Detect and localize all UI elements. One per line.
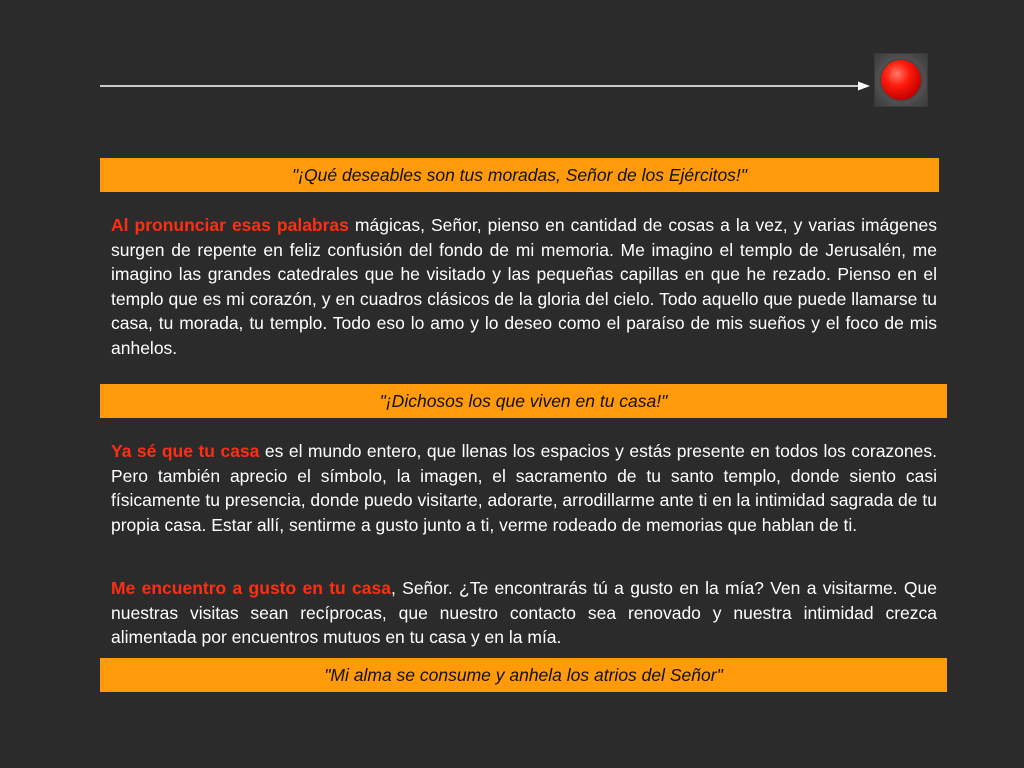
paragraph-3-lead: Me encuentro a gusto en tu casa: [111, 578, 391, 598]
paragraph-1: [111, 213, 937, 361]
banner-quote-2: "¡Dichosos los que viven en tu casa!": [100, 384, 947, 418]
red-record-button[interactable]: [874, 53, 928, 107]
paragraph-1-body: mágicas, Señor, pienso en cantidad de cosas a la vez, y varias imágenes surgen de repente en feliz confusión del fondo de mi memoria. Me imagino el templo de Jerusalén, me imagino las grandes catedrales que he visitado y las pequeñas capillas en que he rezado. Pienso en el templo que es mi corazón, y en cuadros clásicos de la gloria del cielo. Todo aquello que puede llamarse tu casa, tu morada, tu templo. Todo eso lo amo y lo deseo como el paraíso de mis sueños y el foco de mis anhelos.: [111, 215, 937, 358]
banner-quote-1: "¡Qué deseables son tus moradas, Señor de los Ejércitos!": [100, 158, 939, 192]
paragraph-2-lead: Ya sé que tu casa: [111, 441, 260, 461]
paragraph-1-lead: Al pronunciar esas palabras: [111, 215, 349, 235]
red-button-icon: [881, 60, 921, 100]
paragraph-3: [111, 576, 937, 650]
banner-quote-3: "Mi alma se consume y anhela los atrios del Señor": [100, 658, 947, 692]
paragraph-2: [111, 439, 937, 537]
paragraph-3-body: , Señor. ¿Te encontrarás tú a gusto en la mía? Ven a visitarme. Que nuestras visitas sean recíprocas, que nuestro contacto sea renovado y nuestra intimidad crezca alimentada por encuentros mutuos en tu casa y en la mía.: [111, 578, 937, 648]
paragraph-2-body: es el mundo entero, que llenas los espacios y estás presente en todos los corazones. Pero también aprecio el símbolo, la imagen, el sacramento de tu santo templo, donde siento casi físicamente tu presencia, donde puedo visitarte, adorarte, arrodillarme ante ti en la intimidad sagrada de tu propia casa. Estar allí, sentirme a gusto junto a ti, verme rodeado de memorias que hablan de ti.: [111, 441, 937, 535]
right-arrow-icon[interactable]: [100, 78, 870, 94]
